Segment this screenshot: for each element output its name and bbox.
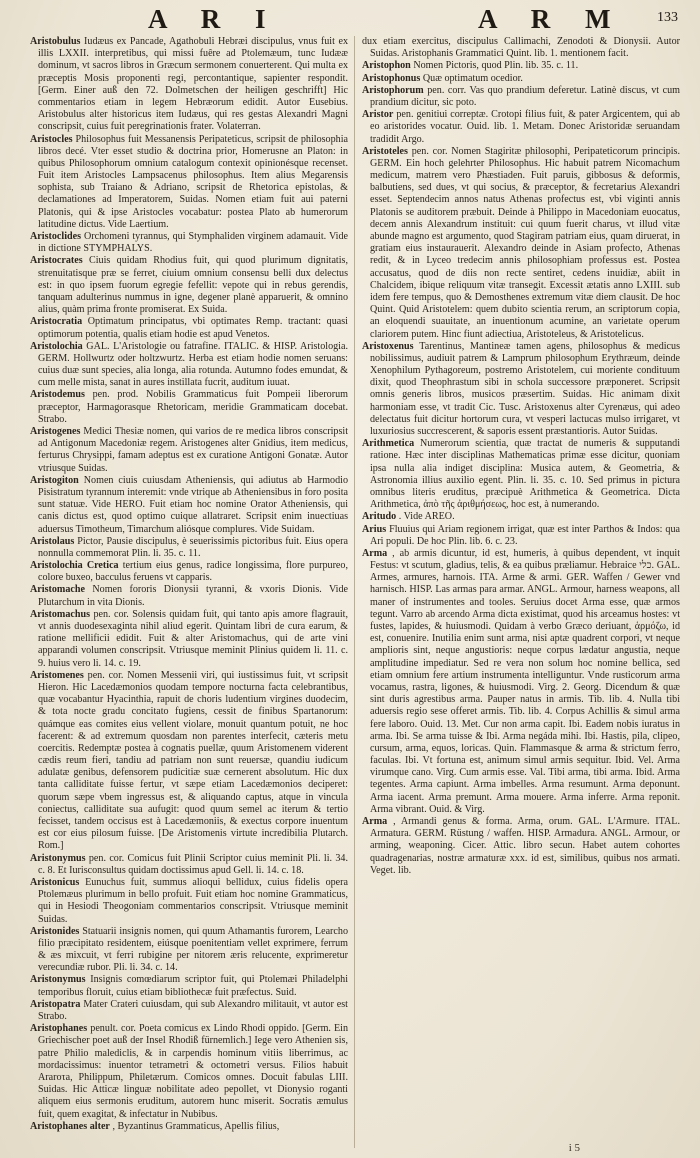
entry-headword: Aristolaus	[30, 535, 75, 547]
page-number: 133	[657, 10, 678, 25]
entry-headword: Aristodemus	[30, 389, 85, 401]
entry-headword: Aristophon	[362, 60, 411, 72]
entry-text: Medici Thesiæ nomen, qui varios de re medica libros conscripsit ad Antigonum Macedoniæ regem. Aristogenes alter Gnidius, item medicus, ferturus Chrysippi, famam adeptus est ex curatione Antigoni Gonatæ. Autor vtriusque Suidas.	[38, 426, 348, 474]
entry-headword: Aristonymus	[30, 852, 86, 864]
dictionary-entry	[362, 60, 680, 72]
entry-text: Nomen Pictoris, quod Plin. lib. 35. c. 11.	[413, 60, 579, 72]
entry-headword: Aristocles	[30, 133, 73, 145]
dictionary-entry	[362, 524, 680, 548]
dictionary-entry	[30, 584, 348, 608]
entry-headword: Aristogenes	[30, 426, 81, 437]
entry-headword: Aristogiton	[30, 474, 79, 486]
dictionary-entry	[362, 341, 680, 439]
entry-headword: Aristonicus	[30, 876, 80, 888]
dictionary-entry	[30, 475, 348, 536]
column-divider	[354, 36, 355, 1148]
entry-text: pen. cor. Nomen Stagiritæ philosophi, Peripateticorum principis. GERM. Ein hoch gelehrter Philosophus. Hic habuit patrem Nicomachum medicum, matrem vero Phæstiaden. Fuit paruis, gibbosus & deformis, balbutiens, sed dues, vt qui socius, & præceptor, & fecretarius Alexandri esset. Septendecim annos natus Athenas profectus est, vbi viginti annis Platonis se auditorem præbuit. Deinde à Philippo in Macedoniam euocatus, decem annis Alexandrum instituit: cui quum fuerit charus, vt illud vitæ abunde magno est argumento, quod Stagiram patriam eius, quam diruerat, in gratiam eius instaurauerit. Alexandro deinde in Asiam profecto, Athenas redit, & in Lyceo tredecim annis philosophiam professus est. Postea accusatus, quod de diis non recte sentiret, cedens inuidiæ, abiit in Chalcidem, ibique reliquum vitæ transegit. Excessit ætatis anno LXIII. sub idem fere tempus, quo & Demosthenes extremum vitæ diem clausit. De hoc Quint. Quid Aristotelem: quem dubito scientia rerum, an scriptorum copia, an eloquendi suauitate, an inuentionum acumine, an varietate operum clariorem putem. Hinc fiunt adiectiua, Aristoteleus, & Aristotelicus.	[370, 145, 680, 340]
entry-headword: Arius	[362, 523, 387, 535]
entry-headword: Aristocrates	[30, 255, 83, 267]
dictionary-entry	[30, 560, 348, 584]
entry-headword: Aristomenes	[30, 669, 84, 681]
entry-text: Iudæus ex Pancade, Agathobuli Hebræi discipulus, vnus fuit ex illis LXXII. interpretibus, qui missi fuêre ad Ptolemæum, tunc Iudææ dominum, vt sacros libros in Græcum sermonem conuerterent. Qui multa ex præceptis Mosis proponenti regi, percontantique, sapienter respondit. [Germ. Einer auß den 72. Dolmetschen der heiligen geschrifft] Hic commentarios etiam in legem Hebræorum edidit. Autor Eusebius. Aristobulus alter historicus item Iudæus, qui res gestas Alexandri Magni conscripsit, cuius fuit peregrinationis frater. Volaterran.	[38, 36, 348, 133]
entry-text: Numerorum scientia, quæ tractat de numeris & supputandi ratione. Hæc inter disciplinas Mathematicas primæ esse dicitur, quoniam ipsa nulla alia indiget disciplina: Musica autem, & Geometria, & Astronomia illius auxilio egent. Plin. li. 35. c. 10. Sed primus in pictura omnibus literis eruditus, præcipuè Arithmetica & Geometrica. Dicta Arithmetica, ἀπὸ τῆς ἀριθμήσεως, hoc est, à numerando.	[370, 438, 680, 511]
dictionary-entry	[30, 36, 348, 134]
entry-headword: Aristor	[362, 109, 394, 121]
entry-headword: Aristoteles	[362, 145, 408, 157]
entry-headword: Aristopatra	[30, 998, 81, 1010]
dictionary-entry	[30, 341, 348, 390]
dictionary-entry	[362, 36, 680, 60]
entry-headword: Aristonymus	[30, 974, 86, 986]
dictionary-entry	[362, 438, 680, 511]
dictionary-entry	[362, 816, 680, 877]
entry-headword: Aristonides	[30, 925, 80, 937]
entry-headword: Aristolochia Cretica	[30, 560, 119, 572]
entry-text: Optimatum principatus, vbi optimates Remp. tractant: quasi optimorum potentia, qualis etiam hodie est apud Venetos.	[38, 316, 348, 340]
dictionary-entry	[362, 73, 680, 85]
dictionary-entry	[30, 853, 348, 877]
dictionary-entry	[30, 316, 348, 340]
dictionary-entry	[30, 536, 348, 560]
dictionary-entry	[30, 670, 348, 853]
entry-text: Nomen fororis Dionysii tyranni, & vxoris Dionis. Vide Plutarchum in vita Dionis.	[38, 584, 348, 608]
dictionary-entry	[30, 609, 348, 670]
entry-headword: Arithmetica	[362, 438, 415, 450]
entry-text: pen. genitiui correptæ. Crotopi filius fuit, & pater Argicentem, qui ab eo aristorides vocatur. Ouid. lib. 1. Metam. Donec Aristoridæ seruandam tradidit Argo.	[370, 109, 680, 145]
entry-headword: Arma	[362, 547, 388, 559]
right-column	[362, 36, 680, 1148]
dictionary-entry	[30, 389, 348, 426]
entry-headword: Aristophorum	[362, 84, 424, 96]
dictionary-entry	[30, 974, 348, 998]
entry-headword: Aristomache	[30, 584, 85, 596]
entry-text: Orchomeni tyrannus, qui Stymphaliden virginem adamauit. Vide in dictione STYMPHALYS.	[38, 231, 348, 255]
entry-text: penult. cor. Poeta comicus ex Lindo Rhodi oppido. [Germ. Ein Griechischer poet auß der Insel Rhodiß fürnemlich.] Iege vero Athenien sis, patre Philio malediclis, & in carpendis hominum vitiis liberrimus, ac mordacissimus: inuentor tetrametri & octometri versus. Filios habuit Araroτa, Philippum, Philetærum. Comicos omnes. Docuit fabulas LIII. Suidas. Hic Atticæ linguæ nobilitate adeo pepollet, vt Dionysio roganti aliquem eius sermonis eruditum, autorem hunc miserit. Socratis æmulus fuit, quem exagitat, & infectatur in Nubibus.	[38, 1023, 348, 1120]
entry-text: Mater Crateri cuiusdam, qui sub Alexandro militauit, vt autor est Strabo.	[38, 998, 348, 1022]
dictionary-entry	[30, 426, 348, 475]
entry-text: GAL. L'Aristologie ou fatrafine. ITALIC. & HISP. Aristologia. GERM. Hollwurtz oder holtzwurtz. Herba est etiam hodie nomen seruans: cuius duæ sunt species, alia longa, alia rotunda. Autumno fodes emundat, & cum melle mista, sanat in aures instillata fucrit, auditum iuuat.	[38, 340, 348, 389]
entry-headword: Arma	[362, 816, 388, 827]
dictionary-entry	[30, 255, 348, 316]
dictionary-entry	[362, 548, 680, 816]
entry-text: pen. corr. Vas quo prandium deferetur. Latinè discus, vt cum prandium dicitur, sic poto.	[370, 84, 680, 108]
entry-headword: Aristobulus	[30, 36, 81, 47]
dictionary-entry	[30, 999, 348, 1023]
entry-text: Insignis comœdiarum scriptor fuit, qui Ptolemæi Philadelphi temporibus floruit, cuius etiam bibliothecæ fuit præfectus. Suid.	[38, 974, 348, 998]
entry-text: Philosophus fuit Messanensis Peripateticus, scripsit de philosophia libros decé. Vter esset studio & doctrina prior, Homerusne an Platon: in quibus Philosophorum omnium catalogum contexit opinionésque recenset. Fuit item Aristocles Lampsacenus philosophus. Item alius Megarensis sophista, sub Traiano & Adriano, scripsit de Rhetorica epistolas, & declamationes ad Imperatorem, Suidas. Nomen etiam fuit aui paterni Platonis, qui & ipse Aristocles vocabatur: postea Plato ab humerorum latitudine dictus. Vide Laertium.	[38, 133, 348, 230]
entry-headword: Aristomachus	[30, 608, 91, 620]
running-head-left: A R I	[148, 4, 280, 34]
dictionary-entry	[362, 85, 680, 109]
entry-headword: Aristophanes	[30, 1023, 88, 1035]
dictionary-entry	[30, 877, 348, 926]
entry-text: Statuarii insignis nomen, qui quum Athamantis furorem, Learcho filio præcipitato residentem, eiúsque poenitentiam vellet exprimere, ferrum & æs mixcuit, vt ferri rubigine per nitorem æris relucente, exprimeretur verecundiæ rubor. Pli. li. 34. c. 14.	[38, 925, 348, 974]
entry-headword: Aristocratia	[30, 316, 83, 328]
text-columns	[30, 36, 680, 1148]
dictionary-entry	[30, 1023, 348, 1121]
entry-text: pen. cor. Solensis quidam fuit, qui tanto apis amore flagrauit, vt annis duodesexaginta nihil aliud egerit. Quintam libri de cura earum, & ratione mellificii edidit. Fuit & alter Aristomachus, qui de arte vini apparandi volumen conscripsit. Vtriusque meminit Plinius quidem li. 11. c. 9. huius vero li. 14. c. 19.	[38, 608, 348, 669]
dictionary-entry	[30, 926, 348, 975]
entry-headword: Aristoclides	[30, 231, 82, 242]
entry-text: Nomen ciuis cuiusdam Atheniensis, qui adiutus ab Harmodio Pisistratum tyrannum interemit: vnde vtrique ab Atheniensibus in foro posita sunt statuæ. Vide HERO. Fuit etiam hoc nomine Orator Atheniensis, qui canis dictus est, quod optimo cuique allatraret. Scripsit enim inuectiuas aduersus Timotheum, Timarchum aliósque complures. Vide Suidam.	[38, 474, 348, 535]
dictionary-entry	[362, 109, 680, 146]
entry-headword: Aristophanes alter	[30, 1120, 110, 1132]
entry-text: pen. prod. Nobilis Grammaticus fuit Pompeii liberorum præceptor, Harmagorasque Rhetoricam, meridie Grammaticam docebat. Strabo.	[38, 389, 348, 425]
dictionary-entry	[30, 134, 348, 232]
entry-text: Tarentinus, Mantineæ tamen agens, philosophus & medicus nobilissimus, audiuit patrem & Lamprum philosophum Erythræum, deinde Xenophilum Pythagoreum, postremo Aristotelem, cui moriente condituum dixit, quod Theophrastum sibi in schola successore præponeret. Scripsit omnis generis libros, musicos præsertim. Suidas. Hic animam dixit harmoniam esse, vt tradit Cic. Tusc. Aristoxenus alter Cyrenæus, qui adeo delectatus fuit dicitur hortorum cura, vt vesperi lactucas mulso irrigaret, vt luxuriosius succrescerent, & saporis essent præstantioris. Autor Suidas.	[370, 340, 680, 437]
entry-text: Eunuchus fuit, summus alioqui bellidux, cuius fidelis opera Ptolemæus plurimum in bello profuit. Fuit etiam hoc nomine Grammaticus, qui in Hesiodi Theogoniam commentarios conscripsit. Vtriusque meminit Suidas.	[38, 876, 348, 925]
entry-text: , Armandi genus & forma. Arma, orum. GAL. L'Armure. ITAL. Armatura. GERM. Rüstung / waffen. HISP. Armadura. ANGL. Armour, or arming, weaponing. Cicer. Attic. libro secun. Habet autem cohortes quadragenarias, nostræ armaturæ xxx. id est, similibus, quibus nos armati. Veget. lib.	[370, 816, 680, 876]
entry-headword: Aristophonus	[362, 72, 421, 84]
entry-text: , ab armis dicuntur, id est, humeris, à quibus dependent, vt inquit Festus: vt scutum, gladius, telis, & ea quibus præliamur. Hebraice כלי. GAL. Armes, armures, harnois. ITA. Arme & armi. GER. Waffen / Gewer vnd harnisch. HISP. Las armas para armar. ANGL. Armour, harness weapons, all maner of instrumentes and tooles. Seruius docet Arma esse, quæ armos tegunt. Varro ab arcendo Arma dicta existimat, quod his arceamus hostes: vt fustes, lapides, & huiusmodi. Quidam à verbo Græco deriuant, ἁρμόζω, id est, conuenire. Inutilia enim sunt arma, nisi aptæ quadrent corpori, vt neque amplioris sint, neque angustioris: neque corpus lædatur angustia, neque amplitudine impediatur. Sed re vera non solum hoc nomine bellica, sed etiam omnium fere artium instrumenta intelliguntur. Vnde rusticorum arma vocamus, rastra, ligones, & huiusmodi. Virg. 2. Georg. Dicendum & quæ sint duris agrestibus arma. Pauper natus in armis. Tib. lib. 4. Nulla tibi aduersis regio sese offeret armis. Tib. lib. 4. Corpus Achillis & simul arma fere laboro. Ouid. 13. Met. Cur non arma capit. Ibi. Eadem nobis iuratus in arma. Ibi. Se arma tuisse & Ibi. Arma negáda mihi. Ibi. Hastis, pila, clipeo, cursum, arma, equos, loricas. Quin. Flammasque & arma & strictum ferro, faculas. Ibi. Vt fortuna est, animum simul armis sequitur. Ibid. Vel. Arma virumque cano. Virg. Cum armis esse. Val. Tibi arma, tibi arma. Ibid. Arma tegentes. Arma capiunt. Arma imbelles. Arma resumunt. Arma deponunt. Arma iacent. Arma premunt. Arma mouere. Arma inferre. Arma reponit. Arma vibrant. Ouid. & Virg.	[370, 547, 680, 815]
dictionary-entry	[362, 511, 680, 523]
entry-text: pen. cor. Nomen Messenii viri, qui iustissimus fuit, vt scripsit Hieron. Hic Lacedæmonios quodam tempore nocturna facta celebrantibus, quæ vocabantur Hyacinthia, rapuit de choris ludentium virgines duodecim, & tota nocte gradu concitato fugiens, cessit de finibus Spartanorum: quámque eas comites eius vellent violare, monuit quantum potuit, ne hoc facerent: & ad extremum quosdam non parentes interfecit, cæteris metu coercitis. Redemptæ postea à cognatis puellæ, quum Aristomenem viderent cædis reum fieri, tandiu ad patriam non sunt reuersæ, quandiu iudicum adulatæ genibus, defensorem pudicitiæ suæ cernerent absolutum. Hic dux tanta calliditate fuisse fertur, vt sæpe etiam Lacedæmonios deciperet: quorum sæpe vbem ingressus est, & aliquando captus, atque in vincula coniectus, calliditate sua aufugit: quod quum semel ac iterum & tertio fecisset, tandem occisus est à Lacedæmoniis, & exectus corpore inuentum est cor eius pilosum fuisse. [De Aristomenis virtute incredibilia Plutarch. Rom.]	[38, 669, 348, 852]
signature-mark: i 5	[568, 1142, 580, 1154]
entry-text: . Vide AREO.	[398, 511, 455, 523]
dictionary-entry	[30, 1121, 348, 1133]
entry-text: , Byzantinus Grammaticus, Apellis filius,	[112, 1120, 280, 1132]
entry-text: Ciuis quidam Rhodius fuit, qui quod plurimum dignitatis, strenuitatisque præ se ferret, ciuium omnium consensu belli dux delectus est: in quo ipsem fuorum egregie fefellit: vepote qui in rebus gerendis, tanquam adulterinus nummus in igne, degener planè apparuerit, & omnino alius, quàm prima fronte promiserat. Ex Suida.	[38, 255, 348, 316]
entry-headword: Aritudo	[362, 511, 397, 523]
entry-headword: Aristolochia	[30, 340, 83, 352]
running-head-right: A R M	[478, 4, 625, 34]
entry-text: tertium eius genus, radice longissima, flore purpureo, colore buxeo, bacculus feruens vt capparis.	[38, 560, 348, 584]
left-column	[30, 36, 348, 1148]
dictionary-entry	[30, 231, 348, 255]
entry-text: Pictor, Pausie discipulus, è seuerissimis pictoribus fuit. Eius opera nonnulla commemorat Plin. li. 35. c. 11.	[38, 535, 348, 559]
entry-text: Fluuius qui Ariam regionem irrigat, quæ est inter Parthos & Indos: qua Ari populi. De hoc Plin. lib. 6. c. 23.	[370, 523, 680, 547]
page-header	[28, 4, 678, 34]
entry-text: dux etiam exercitus, discipulus Callimachi, Zenodoti & Dionysii. Autor Suidas. Aristophanis Grammatici Quint. lib. 1. mentionem facit.	[362, 36, 680, 60]
entry-text: Quæ optimatum ocedior.	[422, 72, 523, 84]
entry-text: pen. cor. Comicus fuit Plinii Scriptor cuius meminit Pli. li. 34. c. 8. Et Iurisconsultus quidam doctissimus apud Gell. li. 14. c. 18.	[38, 852, 348, 876]
entry-headword: Aristoxenus	[362, 340, 414, 352]
dictionary-entry	[362, 146, 680, 341]
